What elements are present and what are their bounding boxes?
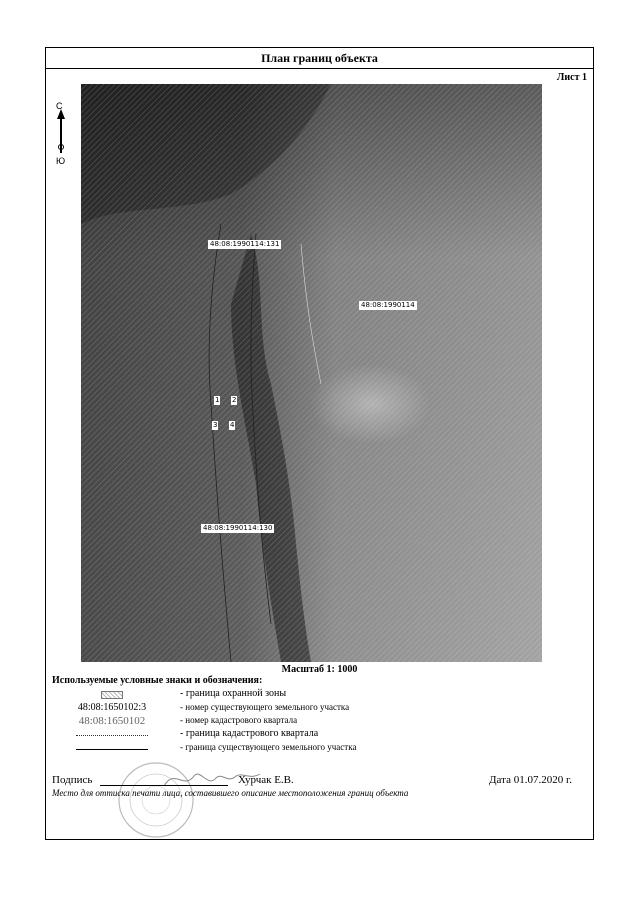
- point-label: 2: [232, 396, 237, 404]
- document-frame: [45, 47, 594, 840]
- signature-label: Подпись: [52, 774, 93, 786]
- parcel-label-south: 48:08:1990114:130: [203, 524, 273, 532]
- south-label: Ю: [56, 156, 66, 166]
- aerial-map: [81, 84, 542, 662]
- parcel-label-north: 48:08:1990114:131: [210, 240, 280, 248]
- legend-item: [52, 715, 552, 728]
- point-label: 4: [230, 421, 235, 429]
- protection-zone-symbol: [101, 691, 123, 699]
- north-arrow: [52, 101, 76, 171]
- parcel-boundary-symbol: [76, 749, 148, 750]
- legend-title: Используемые условные знаки и обозначения:: [52, 675, 263, 686]
- point-label: 3: [213, 421, 218, 429]
- sheet-number: Лист 1: [556, 72, 587, 83]
- quarter-boundary-symbol: [76, 735, 148, 736]
- north-label: С: [56, 101, 63, 111]
- stamp-note: Место для оттиска печати лица, составившего описание местоположения границ объекта: [52, 788, 409, 798]
- parcel-label-east: 48:08:1990114: [361, 301, 415, 309]
- legend-description: - номер кадастрового квартала: [180, 715, 298, 725]
- legend-symbol: 48:08:1650102: [78, 715, 146, 727]
- legend-item: [52, 688, 552, 701]
- legend-description: - граница охранной зоны: [180, 688, 287, 699]
- map-image: [81, 84, 542, 662]
- signature-date: Дата 01.07.2020 г.: [489, 774, 572, 786]
- legend-item: [52, 702, 552, 715]
- legend-description: - граница существующего земельного участка: [180, 742, 357, 752]
- signature-line: [100, 785, 228, 786]
- legend-description: - номер существующего земельного участка: [180, 702, 350, 712]
- legend-item: [52, 728, 552, 741]
- point-label: 1: [215, 396, 220, 404]
- signer-name: Хурчак Е.В.: [238, 774, 294, 786]
- legend-symbol: 48:08:1650102:3: [77, 702, 147, 713]
- map-scale: Масштаб 1: 1000: [281, 664, 358, 675]
- legend-description: - граница кадастрового квартала: [180, 728, 319, 739]
- page-title: План границ объекта: [46, 48, 593, 69]
- legend-item: [52, 742, 552, 755]
